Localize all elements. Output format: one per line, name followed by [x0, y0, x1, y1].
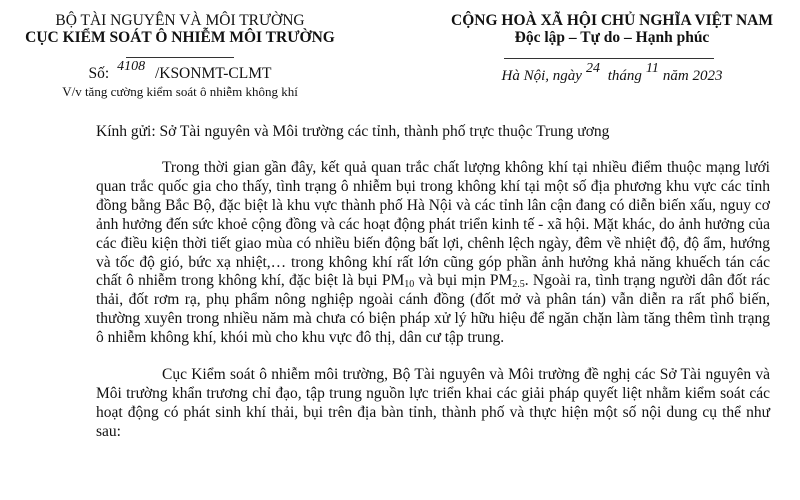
date-month: 11 — [645, 61, 659, 76]
body-paragraph-2 — [96, 366, 770, 442]
p1-text-a: Trong thời gian gần đây, kết quả quan trắc chất lượng không khí tại nhiều điểm thuộc mạng lưới quan trắc quốc gia cho thấy, tình trạng ô nhiễm bụi trong không khí tại một số địa phương khu vực các tỉnh đồng bằng Bắc Bộ, đặc biệt là khu vực thành phố Hà Nội và các tỉnh lân cận đang có diễn biến xấu, nguy cơ ảnh hưởng đến sức khoẻ cộng đồng và các hoạt động phát triển kinh tế - xã hội. Mặt khác, do ảnh hưởng của các điều kiện thời tiết giao mùa có nhiều biến động bất lợi, chênh lệch ngày, đêm về nhiệt độ, độ ẩm, hướng và tốc độ gió, bức xạ nhiệt,… trong không khí rất lớn cũng góp phần ảnh hưởng khả năng khuếch tán các chất ô nhiễm trong không khí, đặc biệt là bụi PM — [96, 159, 770, 290]
p2-text: Cục Kiểm soát ô nhiễm môi trường, Bộ Tài nguyên và Môi trường đề nghị các Sở Tài nguyên và Môi trường khẩn trương chỉ đạo, tập trung nguồn lực triển khai các giải pháp quyết liệt nhằm kiểm soát các hoạt động có phát sinh khí thải, bụi trên địa bàn tỉnh, thành phố và thực hiện một số nội dung cụ thể như sau: — [96, 366, 770, 440]
department-name: CỤC KIỂM SOÁT Ô NHIỄM MÔI TRƯỜNG — [25, 29, 335, 46]
p1-text-c: . Ngoài ra, tình trạng người dân đốt rác thải, đốt rơm rạ, phụ phẩm nông nghiệp ngoài cánh đồng (đốt mở và phân tán) vẫn diễn ra rất phổ biến, thường xuyên trong nhiều năm mà chưa có biện pháp xử lý hữu hiệu để ngăn chặn làm tăng thêm tình trạng ô nhiễm không khí, khói mù cho khu vực đô thị, dân cư tập trung. — [96, 272, 770, 347]
subject-line: V/v tăng cường kiểm soát ô nhiễm không khí — [62, 84, 298, 99]
body-paragraph-1 — [96, 159, 770, 348]
recipient-line: Kính gửi: Sở Tài nguyên và Môi trường các tỉnh, thành phố trực thuộc Trung ương — [96, 123, 610, 140]
ministry-name: BỘ TÀI NGUYÊN VÀ MÔI TRƯỜNG — [55, 12, 305, 29]
left-header-divider — [126, 57, 234, 58]
number-label: Số: — [88, 65, 110, 82]
right-header-divider — [504, 58, 714, 59]
country-name: CỘNG HOÀ XÃ HỘI CHỦ NGHĨA VIỆT NAM — [451, 12, 773, 29]
pm10-subscript: 10 — [404, 279, 415, 291]
date-day: 24 — [585, 61, 600, 76]
number-value: 4108 — [117, 59, 146, 74]
month-label: tháng — [607, 68, 642, 84]
document-number — [0, 59, 360, 85]
year-label: năm 2023 — [662, 68, 723, 84]
date-line — [424, 61, 800, 87]
p1-text-b: và bụi mịn PM — [414, 272, 513, 290]
pm25-subscript: 2.5 — [512, 279, 525, 291]
date-prefix: Hà Nội, ngày — [501, 68, 582, 84]
national-motto: Độc lập – Tự do – Hạnh phúc — [514, 29, 710, 46]
number-suffix: /KSONMT-CLMT — [154, 65, 272, 82]
